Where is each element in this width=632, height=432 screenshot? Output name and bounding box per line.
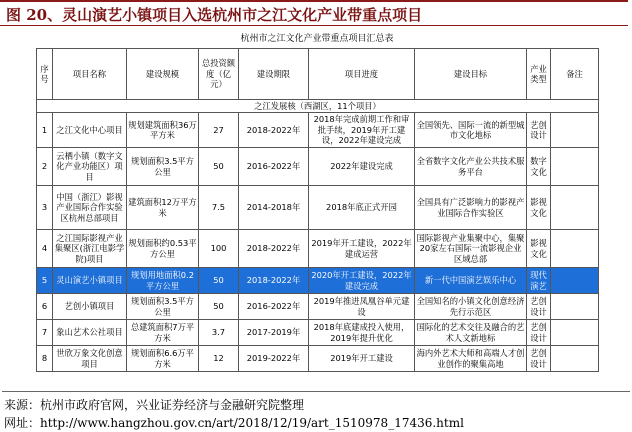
header-type: 产业类型 xyxy=(527,49,551,100)
cell-scale: 建筑面积12万平方米 xyxy=(127,186,199,230)
cell-scale: 规划面积3.5平方公里 xyxy=(127,148,199,186)
cell-invest: 3.7 xyxy=(199,320,239,346)
cell-no: 4 xyxy=(37,230,53,268)
table-row xyxy=(37,113,599,148)
table-row xyxy=(37,320,599,346)
cell-goal: 国际化的艺术交往及融合的艺术人文新地标 xyxy=(415,320,527,346)
cell-name: 之江文化中心项目 xyxy=(53,113,127,148)
figure-title: 图 20、灵山演艺小镇项目入选杭州市之江文化产业带重点项目 xyxy=(6,6,423,24)
cell-note xyxy=(551,346,599,372)
cell-type: 数字文化 xyxy=(527,148,551,186)
cell-no: 2 xyxy=(37,148,53,186)
cell-progress: 2019年推进凤凰谷单元建设 xyxy=(309,294,415,320)
cell-goal: 全国领先、国际一流的新型城市文化地标 xyxy=(415,113,527,148)
cell-scale: 规划面积6.6万平方米 xyxy=(127,346,199,372)
cell-note xyxy=(551,148,599,186)
cell-note xyxy=(551,294,599,320)
cell-progress: 2020年开工建设，2022年建设完成 xyxy=(309,268,415,294)
table-row xyxy=(37,186,599,230)
cell-goal: 海内外艺术大师和高端人才创业创作的聚集高地 xyxy=(415,346,527,372)
cell-scale: 规划面积3.5平方公里 xyxy=(127,294,199,320)
cell-no: 8 xyxy=(37,346,53,372)
cell-period: 2016-2022年 xyxy=(239,294,309,320)
cell-type: 艺创设计 xyxy=(527,320,551,346)
cell-progress: 2018年底正式开园 xyxy=(309,186,415,230)
header-period: 建设期限 xyxy=(239,49,309,100)
cell-invest: 50 xyxy=(199,268,239,294)
cell-name: 灵山演艺小镇项目 xyxy=(53,268,127,294)
cell-period: 2014-2018年 xyxy=(239,186,309,230)
cell-name: 世欣万象文化创意项目 xyxy=(53,346,127,372)
header-invest: 总投资额度（亿元） xyxy=(199,49,239,100)
figure-footer xyxy=(2,391,630,432)
cell-type: 影视文化 xyxy=(527,186,551,230)
cell-progress: 2018年底建成投入使用，2019年提升优化 xyxy=(309,320,415,346)
cell-no: 6 xyxy=(37,294,53,320)
cell-goal: 全国知名的小镇文化创意经济先行示范区 xyxy=(415,294,527,320)
cell-name: 象山艺术公社项目 xyxy=(53,320,127,346)
table-row-highlighted xyxy=(37,268,599,294)
cell-type: 艺创设计 xyxy=(527,294,551,320)
cell-scale: 规划建筑面积36万平方米 xyxy=(127,113,199,148)
table-row xyxy=(37,346,599,372)
header-no: 序号 xyxy=(37,49,53,100)
cell-progress: 2022年建设完成 xyxy=(309,148,415,186)
cell-goal: 新一代中国演艺娱乐中心 xyxy=(415,268,527,294)
cell-no: 7 xyxy=(37,320,53,346)
header-progress: 项目进度 xyxy=(309,49,415,100)
cell-no: 3 xyxy=(37,186,53,230)
cell-period: 2018-2022年 xyxy=(239,230,309,268)
cell-progress: 2019年开工建设，2022年建成运营 xyxy=(309,230,415,268)
cell-progress: 2018年完成前期工作和审批手续，2019年开工建设，2022年建设完成 xyxy=(309,113,415,148)
header-goal: 建设目标 xyxy=(415,49,527,100)
cell-type: 艺创设计 xyxy=(527,346,551,372)
source-line: 来源：杭州市政府官网，兴业证券经济与金融研究院整理 xyxy=(4,398,305,412)
cell-scale: 规划用地面积0.2平方公里 xyxy=(127,268,199,294)
table-row xyxy=(37,294,599,320)
section-label: 之江发展核（西湖区，11个项目） xyxy=(37,100,599,113)
cell-invest: 50 xyxy=(199,294,239,320)
url-line: 网址：http://www.hangzhou.gov.cn/art/2018/12/19/art_1510978_17436.html xyxy=(4,416,464,430)
cell-type: 现代演艺 xyxy=(527,268,551,294)
cell-name: 云栖小镇（数字文化产业功能区）项目 xyxy=(53,148,127,186)
cell-note xyxy=(551,320,599,346)
cell-invest: 7.5 xyxy=(199,186,239,230)
cell-type: 影视文化 xyxy=(527,230,551,268)
cell-period: 2019-2022年 xyxy=(239,346,309,372)
table-title: 杭州市之江文化产业带重点项目汇总表 xyxy=(240,34,394,44)
cell-progress: 2019年开工建设 xyxy=(309,346,415,372)
cell-period: 2018-2022年 xyxy=(239,113,309,148)
table-row xyxy=(37,148,599,186)
cell-note xyxy=(551,186,599,230)
cell-no: 1 xyxy=(37,113,53,148)
cell-goal: 全国具有广泛影响力的影视产业国际合作实验区 xyxy=(415,186,527,230)
header-scale: 建设规模 xyxy=(127,49,199,100)
cell-name: 艺创小镇项目 xyxy=(53,294,127,320)
cell-name: 中国（浙江）影视产业国际合作实验区杭州总部项目 xyxy=(53,186,127,230)
cell-name: 之江国际影视产业集聚区(浙江电影学院)项目 xyxy=(53,230,127,268)
cell-type: 艺创设计 xyxy=(527,113,551,148)
cell-goal: 国际影视产业集聚中心，集聚20家左右国际一流影视企业区域总部 xyxy=(415,230,527,268)
cell-period: 2016-2022年 xyxy=(239,148,309,186)
header-note: 备注 xyxy=(551,49,599,100)
header-name: 项目名称 xyxy=(53,49,127,100)
cell-scale: 规划面积约0.53平方公里 xyxy=(127,230,199,268)
cell-invest: 100 xyxy=(199,230,239,268)
table-row xyxy=(37,230,599,268)
cell-no: 5 xyxy=(37,268,53,294)
cell-note xyxy=(551,113,599,148)
project-table-container xyxy=(36,30,598,372)
cell-invest: 27 xyxy=(199,113,239,148)
cell-invest: 50 xyxy=(199,148,239,186)
cell-invest: 12 xyxy=(199,346,239,372)
cell-goal: 全省数字文化产业公共技术服务平台 xyxy=(415,148,527,186)
table-header-row xyxy=(37,49,599,100)
project-table xyxy=(36,48,599,372)
cell-period: 2018-2022年 xyxy=(239,268,309,294)
figure-title-bar xyxy=(0,0,628,26)
cell-period: 2017-2019年 xyxy=(239,320,309,346)
cell-scale: 总建筑面积7万平方米 xyxy=(127,320,199,346)
cell-note xyxy=(551,268,599,294)
section-row xyxy=(37,100,599,113)
cell-note xyxy=(551,230,599,268)
